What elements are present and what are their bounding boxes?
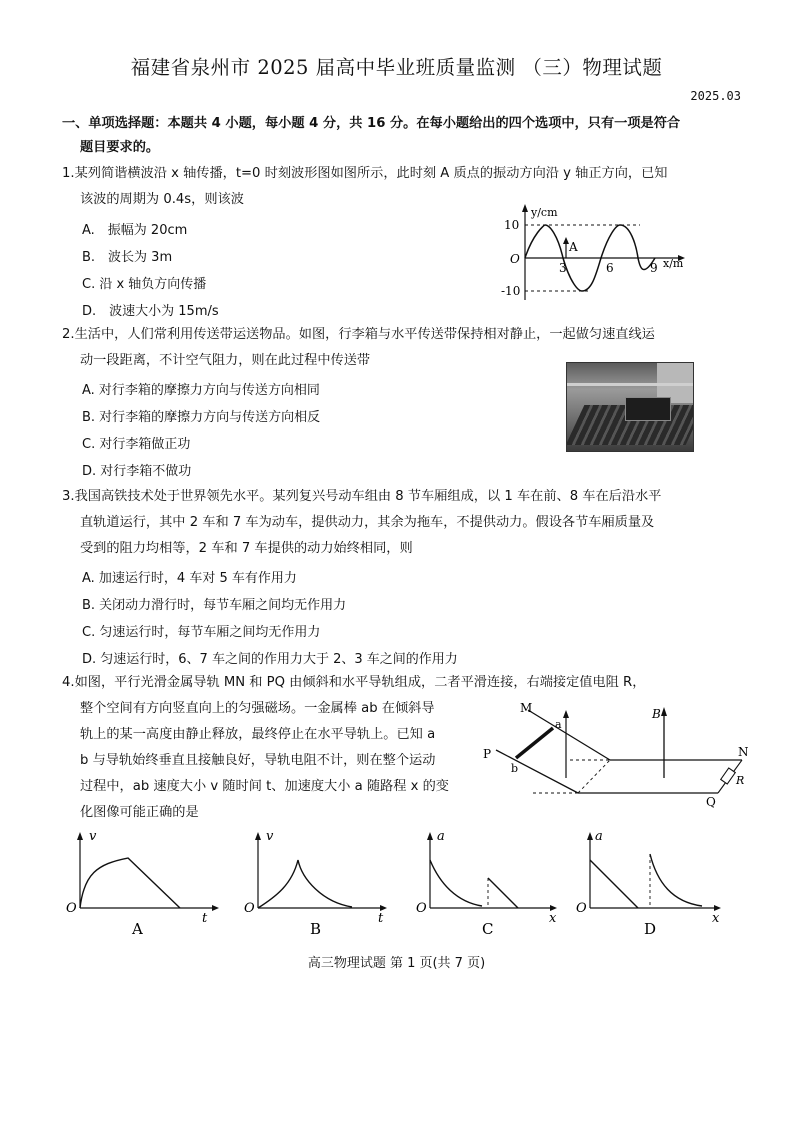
graph-a	[66, 829, 219, 938]
q4-line-1: 4.如图，平行光滑金属导轨 MN 和 PQ 由倾斜和水平导轨组成，二者平滑连接，右端接定值电阻 R，	[62, 675, 646, 690]
wave-x3: 3	[559, 261, 567, 275]
wave-figure	[500, 200, 700, 305]
wave-ybottom: -10	[501, 284, 521, 298]
graph-b-xaxis: t	[378, 911, 384, 926]
rail-label-n: N	[738, 745, 749, 759]
rail-label-q: Q	[706, 795, 716, 809]
q1-option-d: D. 波速大小为 15m/s	[82, 304, 219, 319]
q2-option-c: C. 对行李箱做正功	[82, 437, 191, 452]
q1-line-2: 该波的周期为 0.4s，则该波	[80, 192, 244, 207]
wave-xlabel: x/m	[663, 257, 684, 270]
graph-c-label: C	[482, 920, 494, 938]
graph-d-yaxis: a	[595, 829, 603, 844]
q3-line-3: 受到的阻力均相等，2 车和 7 车提供的动力始终相同，则	[80, 541, 413, 556]
graph-b-origin: O	[244, 901, 255, 916]
rail-label-p: P	[483, 747, 492, 761]
wave-x9: 9	[650, 261, 658, 275]
wave-origin: O	[510, 252, 520, 266]
graph-d-label: D	[644, 920, 657, 938]
conveyor-belt-photo	[566, 362, 694, 452]
q2-option-d: D. 对行李箱不做功	[82, 464, 192, 479]
page-footer: 高三物理试题 第 1 页(共 7 页)	[307, 956, 486, 971]
q4-line-3: 轨上的某一高度由静止释放，最终停止在水平导轨上。已知 a	[80, 727, 436, 742]
graph-a-xaxis: t	[202, 911, 208, 926]
graph-a-yaxis: v	[89, 829, 97, 844]
graph-d	[576, 829, 721, 938]
field-label-b: B	[652, 707, 661, 721]
graph-c	[416, 829, 557, 938]
rod-label-b: b	[511, 762, 519, 775]
wave-ytop: 10	[504, 218, 520, 232]
graph-b-yaxis: v	[266, 829, 274, 844]
graph-d-origin: O	[576, 901, 587, 916]
question-3-stem	[62, 484, 752, 562]
resistor-label-r: R	[736, 774, 745, 787]
q4-line-4: b 与导轨始终垂直且接触良好，导轨电阻不计，则在整个运动	[80, 753, 436, 768]
q1-option-a: A. 振幅为 20cm	[82, 223, 188, 238]
wave-x6: 6	[606, 261, 614, 275]
rail-circuit-figure	[478, 698, 753, 810]
section-heading	[62, 112, 742, 160]
q3-line-2: 直轨道运行，其中 2 车和 7 车为动车，提供动力，其余为拖车，不提供动力。假设各节车厢质量及	[80, 515, 655, 530]
graph-a-origin: O	[66, 901, 77, 916]
graph-b	[244, 829, 387, 938]
wave-ylabel: y/cm	[531, 206, 558, 219]
graph-b-label: B	[310, 920, 322, 938]
q1-line-1: 1.某列简谐横波沿 x 轴传播，t=0 时刻波形图如图所示，此时刻 A 质点的振动方向沿 y 轴正方向，已知	[62, 166, 668, 181]
q4-line-2: 整个空间有方向竖直向上的匀强磁场。一金属棒 ab 在倾斜导	[80, 701, 435, 716]
answer-graphs	[62, 824, 742, 946]
q3-line-1: 3.我国高铁技术处于世界领先水平。某列复兴号动车组由 8 节车厢组成，以 1 车在前、8 车在后沿水平	[62, 489, 662, 504]
q3-option-b: B. 关闭动力滑行时，每节车厢之间均无作用力	[82, 598, 347, 613]
q1-option-b: B. 波长为 3m	[82, 250, 173, 265]
q4-line-5: 过程中，ab 速度大小 v 随时间 t、加速度大小 a 随路程 x 的变	[80, 779, 449, 794]
graph-c-yaxis: a	[437, 829, 445, 844]
graph-c-origin: O	[416, 901, 427, 916]
q2-option-b: B. 对行李箱的摩擦力方向与传送方向相反	[82, 410, 321, 425]
section-line-1: 一、单项选择题：本题共 4 小题，每小题 4 分，共 16 分。在每小题给出的四个选项中，只有一项是符合	[62, 116, 681, 131]
q2-line-1: 2.生活中，人们常利用传送带运送物品。如图，行李箱与水平传送带保持相对静止，一起做匀速直线运	[62, 327, 655, 342]
rail-label-m: M	[520, 701, 533, 715]
q3-option-c: C. 匀速运行时，每节车厢之间均无作用力	[82, 625, 321, 640]
graph-a-label: A	[132, 920, 143, 938]
q2-option-a: A. 对行李箱的摩擦力方向与传送方向相同	[82, 383, 320, 398]
page-title: 福建省泉州市 2025 届高中毕业班质量监测 （三）物理试题	[130, 56, 663, 79]
graph-d-xaxis: x	[712, 911, 720, 926]
q3-option-a: A. 加速运行时，4 车对 5 车有作用力	[82, 571, 297, 586]
rod-label-a: a	[555, 718, 562, 731]
exam-date: 2025.03	[690, 89, 741, 103]
q1-option-c: C. 沿 x 轴负方向传播	[82, 277, 207, 292]
q3-option-d: D. 匀速运行时，6、7 车之间的作用力大于 2、3 车之间的作用力	[82, 652, 458, 667]
q4-line-6: 化图像可能正确的是	[80, 805, 199, 820]
point-a-label: A	[569, 240, 578, 254]
graph-c-xaxis: x	[549, 911, 557, 926]
q2-line-2: 动一段距离，不计空气阻力，则在此过程中传送带	[80, 353, 371, 368]
section-line-2: 题目要求的。	[80, 140, 160, 155]
